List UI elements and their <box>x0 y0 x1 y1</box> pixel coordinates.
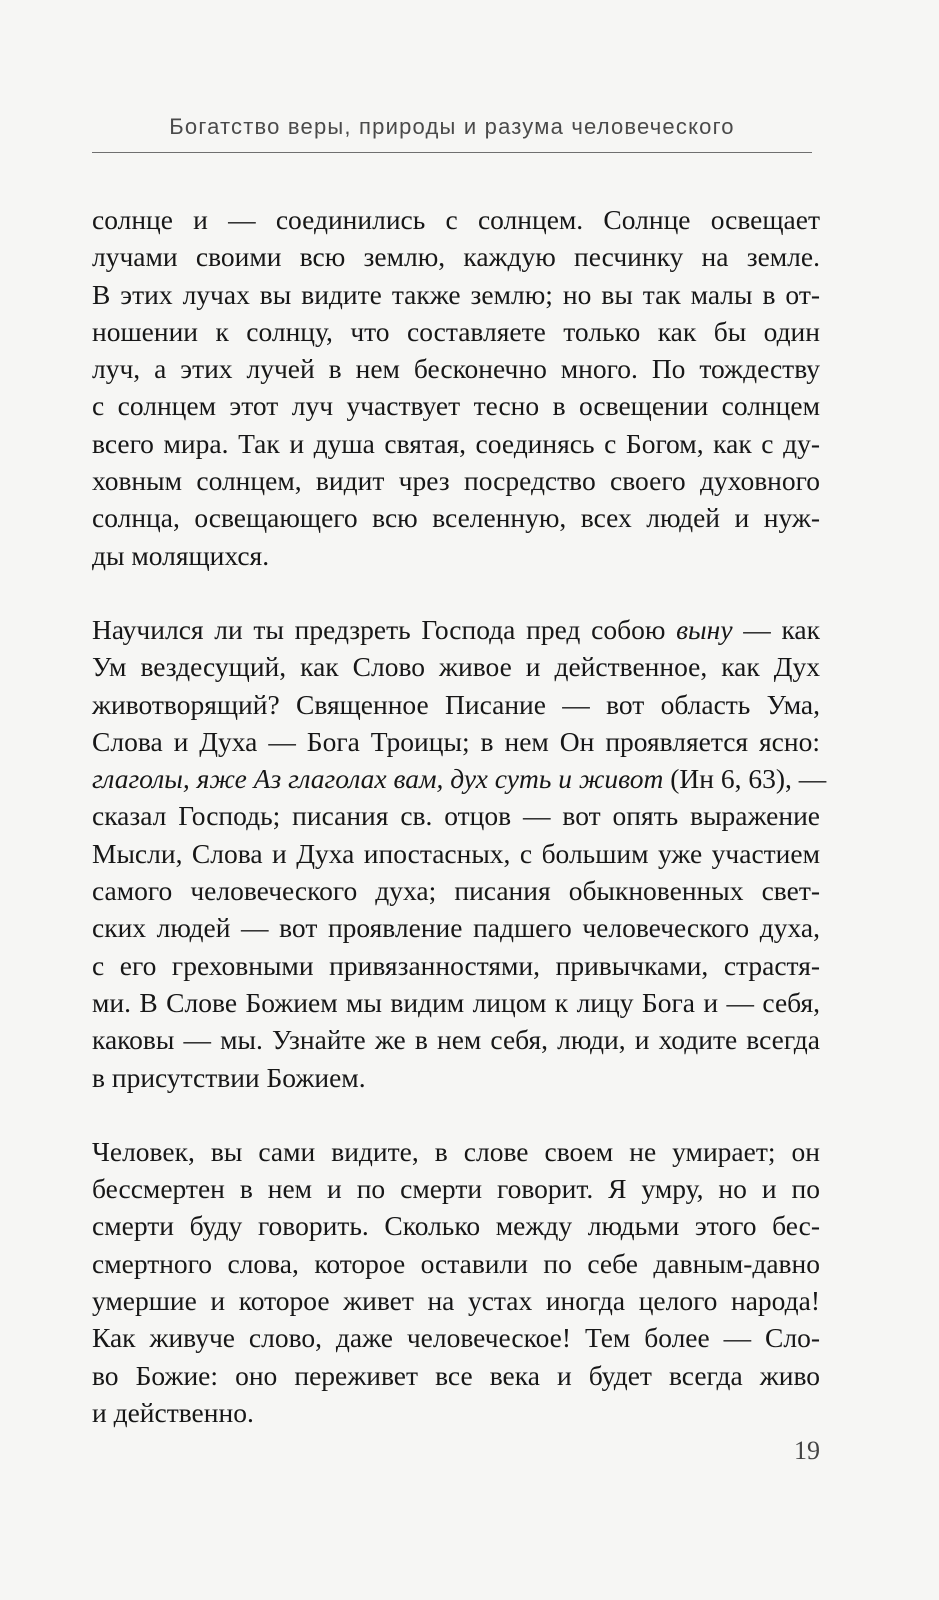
text-run: Научился ли ты предзреть Господа пред собою <box>92 613 677 645</box>
text-line: ды молящихся. <box>92 539 270 571</box>
scripture-reference: (Ин 6, 63), — <box>663 763 827 795</box>
text-line: смертного слова, которое оставили по себе давным-давно <box>92 1247 820 1279</box>
text-line: ми. В Слове Божием мы видим лицом к лицу Бога и — себя, <box>92 986 820 1018</box>
paragraph <box>92 611 827 1096</box>
text-line: самого человеческого духа; писания обыкновенных свет- <box>92 875 820 907</box>
text-line: всего мира. Так и душа святая, соединясь с Богом, как с ду- <box>92 427 820 459</box>
paragraph <box>92 1133 820 1431</box>
text-line: Как живуче слово, даже человеческое! Тем более — Сло- <box>92 1322 820 1354</box>
text-line: ских людей — вот проявление падшего человеческого духа, <box>92 912 820 944</box>
text-run: — как <box>732 613 820 645</box>
text-line: солнца, освещающего всю вселенную, всех людей и нуж- <box>92 502 820 534</box>
text-line: Ум вездесущий, как Слово живое и действенное, как Дух <box>92 651 820 683</box>
italic-run: выну <box>676 613 733 645</box>
text-line: каковы — мы. Узнайте же в нем себя, люди, и ходите всегда <box>92 1024 820 1056</box>
scripture-quote: глаголы, яже Аз глаголах вам, дух суть и живот <box>92 763 664 795</box>
text-line: с солнцем этот луч участвует тесно в освещении солнцем <box>92 390 820 422</box>
text-line: с его греховными привязанностями, привычками, страстя- <box>92 949 820 981</box>
text-line: и действенно. <box>92 1396 254 1428</box>
body-text <box>92 201 827 1431</box>
header-rule <box>92 152 812 153</box>
text-line: умершие и которое живет на устах иногда целого народа! <box>92 1285 820 1317</box>
text-line: солнце и — соединились с солнцем. Солнце освещает <box>92 204 820 235</box>
text-line: луч, а этих лучей в нем бесконечно много. По тождеству <box>92 353 820 385</box>
text-line: лучами своими всю землю, каждую песчинку на земле. <box>92 241 820 273</box>
text-line: ношении к солнцу, что составляете только как бы один <box>92 315 820 347</box>
text-line <box>92 611 820 648</box>
text-line: животворящий? Священное Писание — вот область Ума, <box>92 688 820 720</box>
text-line: сказал Господь; писания св. отцов — вот опять выражение <box>92 800 820 832</box>
text-line: В этих лучах вы видите также землю; но вы так малы в от- <box>92 278 820 310</box>
text-line: Человек, вы сами видите, в слове своем не умирает; он <box>92 1135 820 1167</box>
paragraph <box>92 201 820 574</box>
text-line: Слова и Духа — Бога Троицы; в нем Он проявляется ясно: <box>92 725 820 757</box>
text-line: в присутствии Божием. <box>92 1061 366 1093</box>
text-line: смерти буду говорить. Сколько между людьми этого бес- <box>92 1210 820 1242</box>
running-head: Богатство веры, природы и разума человеческого <box>169 114 735 139</box>
text-line: во Божие: оно переживет все века и будет всегда живо <box>92 1359 820 1391</box>
text-line: Мысли, Слова и Духа ипостасных, с большим уже участием <box>92 837 820 869</box>
text-line <box>92 760 827 797</box>
text-line: бессмертен в нем и по смерти говорит. Я умру, но и по <box>92 1173 820 1205</box>
text-line: ховным солнцем, видит чрез посредство своего духовного <box>92 465 820 497</box>
page-number: 19 <box>794 1436 820 1465</box>
